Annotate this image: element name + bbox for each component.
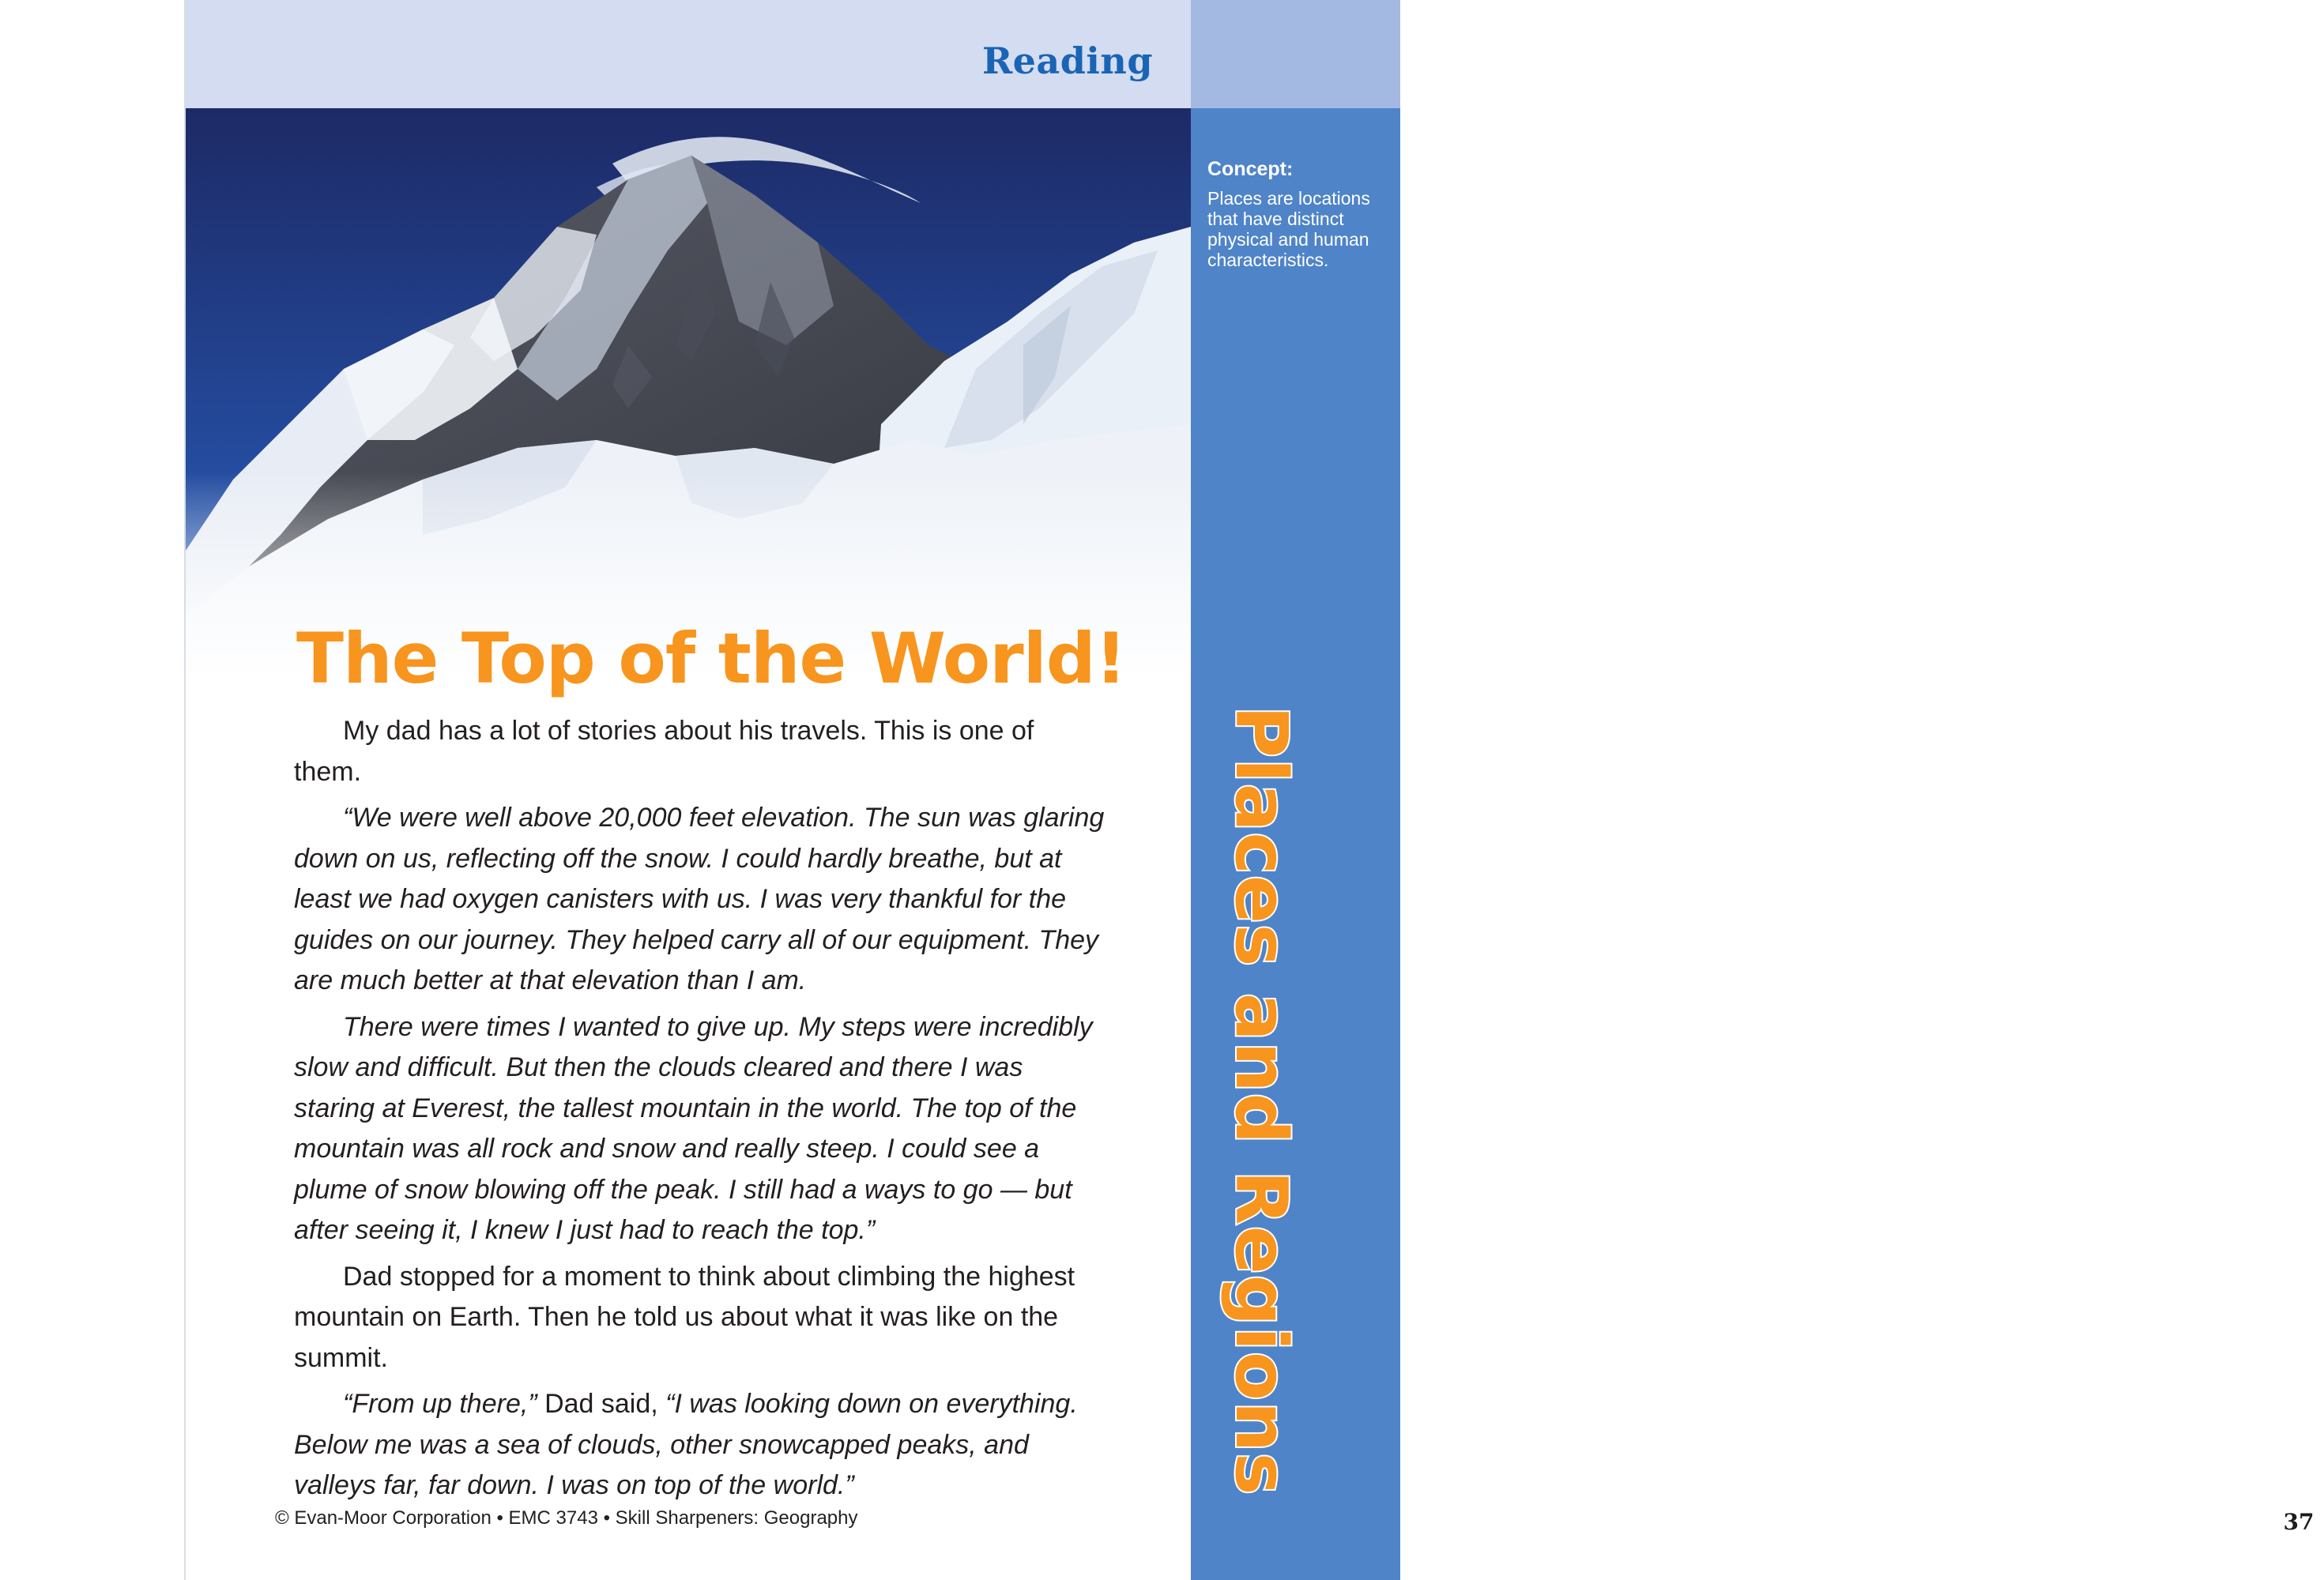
header-band <box>186 0 1191 108</box>
concept-title: Concept: <box>1207 158 1294 180</box>
footer-copyright: © Evan-Moor Corporation • EMC 3743 • Skill Sharpeners: Geography <box>275 1507 858 1529</box>
story-paragraph-1: My dad has a lot of stories about his travels. This is one of them. <box>294 716 1034 787</box>
quote-start: “From up there,” <box>343 1389 537 1419</box>
section-label: Reading <box>981 40 1153 82</box>
story-paragraph-2: “We were well above 20,000 feet elevation. The sun was glaring down on us, reflecting off the snow. I could hardly breathe, but at least we had oxygen canisters with us. I was very thankful for the guides on our journey. They helped carry all of our equipment. They are much better at that elevation than I am. <box>294 803 1105 995</box>
worksheet-page <box>184 0 2315 1580</box>
story-paragraph-3: There were times I wanted to give up. My steps were incredibly slow and difficult. But then the clouds cleared and there I was staring at Everest, the tallest mountain in the world. The top of the mountain was all rock and snow and really steep. I could see a plume of snow blowing off the peak. I still had a ways to go — but after seeing it, I knew I just had to reach the top.” <box>294 1011 1093 1245</box>
quote-end: “I was looking down on everything. Below me was a sea of clouds, other snowcapped peaks, and valleys far, far down. I was on top of the world.” <box>294 1389 1078 1500</box>
dialogue-tag: Dad said, <box>537 1389 666 1419</box>
concept-text: Places are locations that have distinct physical and human characteristics. <box>1207 188 1370 270</box>
story-text <box>294 711 1108 1512</box>
mountain-photo <box>186 108 1191 677</box>
page-number: 37 <box>2273 1497 2324 1548</box>
sidebar-header-block <box>1191 0 1400 108</box>
article-title: The Top of the World! <box>296 618 1126 699</box>
unit-title-vertical: Places and Regions <box>1219 705 1302 1496</box>
story-paragraph-4: Dad stopped for a moment to think about climbing the highest mountain on Earth. Then he told us about what it was like on the summit. <box>294 1261 1075 1373</box>
mountain-photo-icon <box>186 108 1191 677</box>
story-paragraph-5 <box>294 1384 1108 1507</box>
